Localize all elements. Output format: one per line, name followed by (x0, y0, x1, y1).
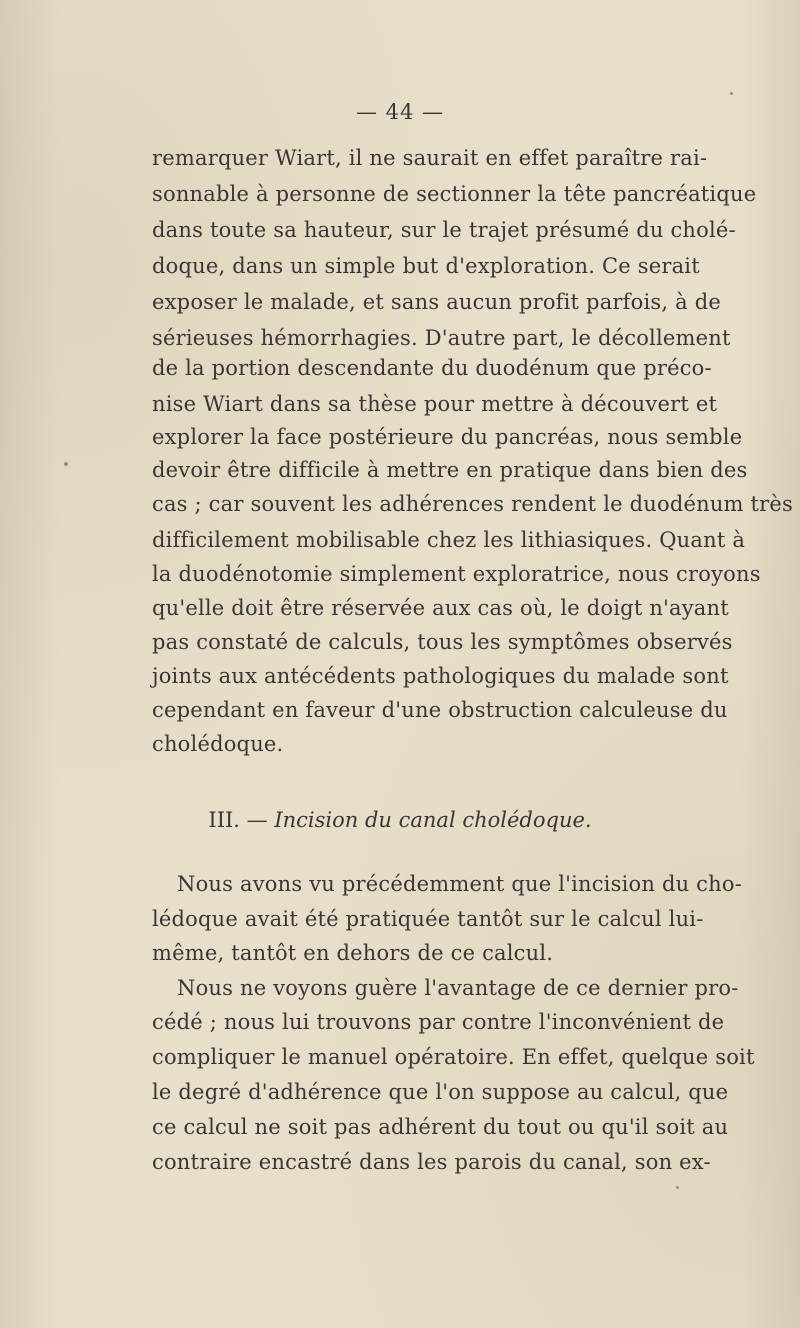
paper-speck (64, 462, 68, 466)
text-line: de la portion descendante du duodénum que préco- (152, 356, 712, 380)
text-line: ce calcul ne soit pas adhérent du tout ou qu'il soit au (152, 1115, 729, 1139)
text-line: difficilement mobilisable chez les lithiasiques. Quant à (152, 528, 746, 552)
text-line: Nous avons vu précédemment que l'incision du cho- (177, 872, 743, 896)
text-line: contraire encastré dans les parois du canal, son ex- (152, 1150, 711, 1174)
text-line: doque, dans un simple but d'exploration. Ce serait (152, 254, 700, 278)
text-line: sérieuses hémorrhagies. D'autre part, le décollement (152, 326, 731, 350)
text-line: sonnable à personne de sectionner la tête pancréatique (152, 182, 757, 206)
text-line: remarquer Wiart, il ne saurait en effet paraître rai- (152, 146, 708, 170)
text-line: dans toute sa hauteur, sur le trajet présumé du cholé- (152, 218, 736, 242)
section-numeral: III. — (208, 808, 268, 832)
text-line: qu'elle doit être réservée aux cas où, le doigt n'ayant (152, 596, 729, 620)
text-line: exposer le malade, et sans aucun profit parfois, à de (152, 290, 721, 314)
text-line: cependant en faveur d'une obstruction calculeuse du (152, 698, 728, 722)
text-line: joints aux antécédents pathologiques du malade sont (152, 664, 729, 688)
text-line: même, tantôt en dehors de ce calcul. (152, 941, 554, 965)
section-title: Incision du canal cholédoque. (274, 808, 592, 832)
text-line: compliquer le manuel opératoire. En effet, quelque soit (152, 1045, 755, 1069)
text-line: pas constaté de calculs, tous les symptômes observés (152, 630, 733, 654)
text-line: nise Wiart dans sa thèse pour mettre à découvert et (152, 392, 718, 416)
text-line: cas ; car souvent les adhérences rendent le duodénum très (152, 492, 794, 516)
paper-speck (730, 92, 733, 95)
text-line: la duodénotomie simplement exploratrice, nous croyons (152, 562, 761, 586)
paper-speck (676, 1186, 679, 1189)
text-line: devoir être difficile à mettre en pratique dans bien des (152, 458, 748, 482)
text-line: Nous ne voyons guère l'avantage de ce dernier pro- (177, 976, 739, 1000)
text-line: cédé ; nous lui trouvons par contre l'inconvénient de (152, 1010, 725, 1034)
section-heading (0, 802, 800, 838)
text-line: le degré d'adhérence que l'on suppose au calcul, que (152, 1080, 729, 1104)
text-line: cholédoque. (152, 732, 284, 756)
text-line: lédoque avait été pratiquée tantôt sur le calcul lui- (152, 907, 704, 931)
text-line: explorer la face postérieure du pancréas, nous semble (152, 425, 743, 449)
page-number: — 44 — (355, 100, 445, 124)
